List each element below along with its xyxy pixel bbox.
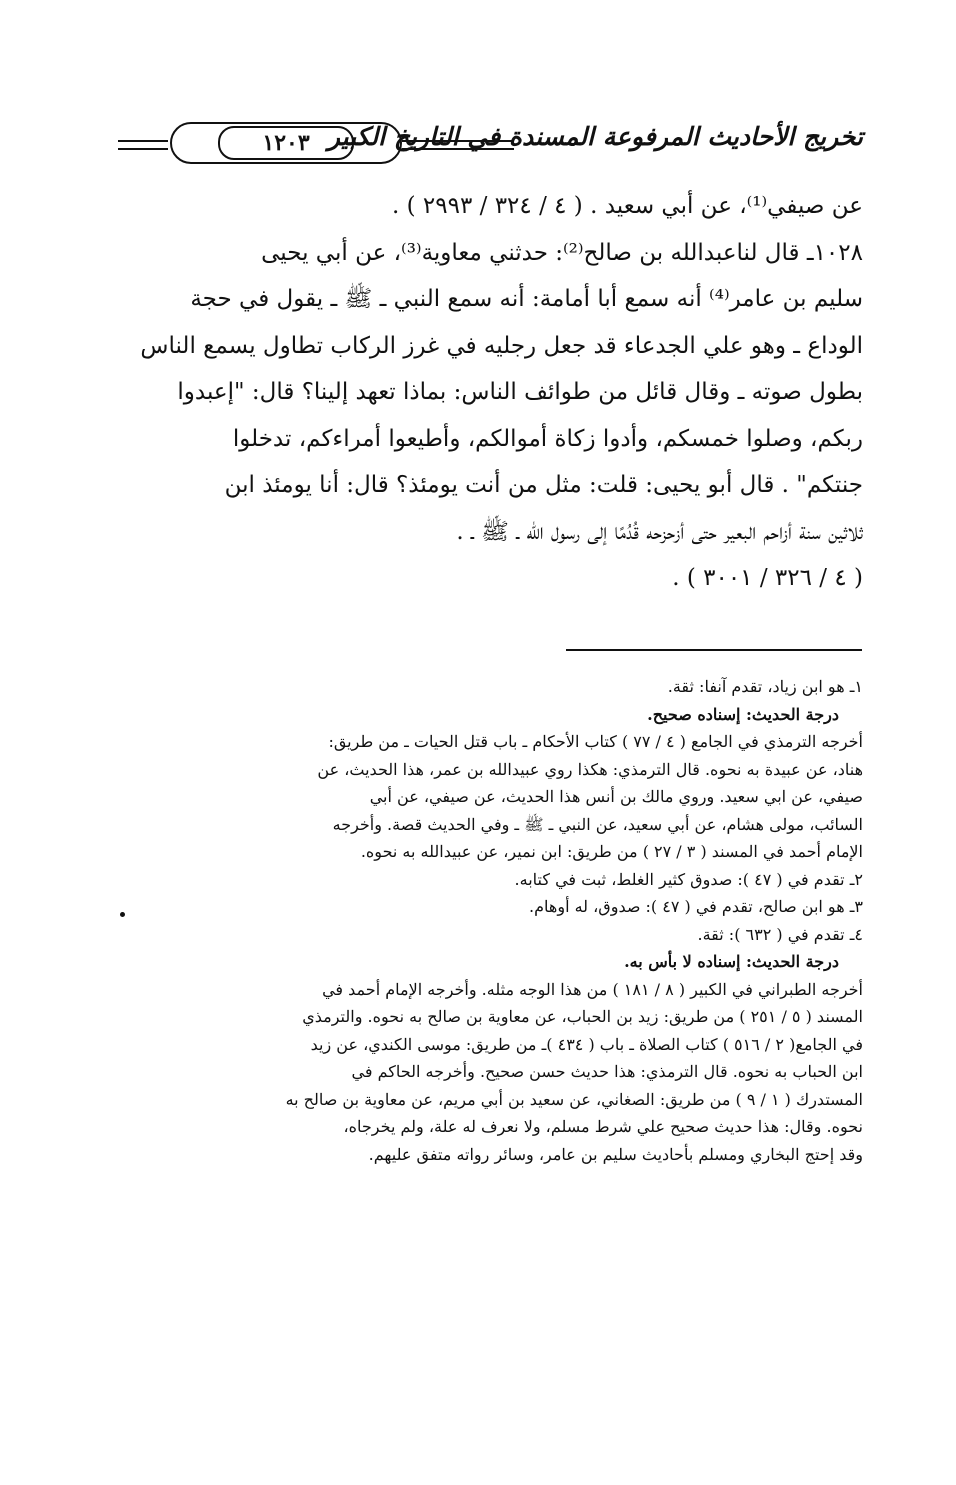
takhrij-line: المستدرك ( ١ / ٩ ) من طريق: الصغاني، عن سعيد بن أبي مريم، عن معاوية بن صالح به (285, 1089, 863, 1109)
stray-dot (120, 912, 125, 917)
takhrij-line: صيفي، عن ابي سعيد. وروي مالك بن أنس هذا الحديث، عن صيفي، عن أبي (369, 787, 863, 806)
takhrij-line: هناد، عن عبيدة به نحوه. قال الترمذي: هكذا روي عبيدالله بن عمر، هذا الحديث، عن (317, 759, 863, 779)
page-number-badge (170, 122, 402, 164)
page-number: ١٢٠٣ (218, 126, 354, 160)
footnote-4: ٤ـ تقدم في ( ٦٣٢ ): ثقة. (697, 924, 863, 944)
main-line: الوداع ـ وهو علي الجدعاء قد جعل رجليه في غرز الركاب تطاول يسمع الناس (140, 332, 863, 359)
takhrij-line: وقد إحتج البخاري ومسلم بأحاديث سليم بن عامر، وسائر رواته متفق عليهم. (368, 1144, 863, 1164)
header-rule-right (402, 140, 514, 150)
main-line: عن صيفي⁽¹⁾، عن أبي سعيد . ( ٤ / ٣٢٤ / ٢٩٩٣ ) . (392, 193, 863, 219)
header-rule-left (118, 140, 168, 150)
takhrij-line: أخرجه الطبراني في الكبير ( ٨ / ١٨١ ) من هذا الوجه مثله. وأخرجه الإمام أحمد في (322, 979, 863, 999)
footnote-3: ٣ـ هو ابن صالح، تقدم في ( ٤٧ ): صدوق، له أوهام. (529, 897, 863, 916)
main-line: جنتكم" . قال أبو يحيى: قلت: مثل من أنت يومئذ؟ قال: أنا يومئذ ابن (224, 472, 863, 498)
footnotes (118, 673, 863, 1168)
page-header (118, 116, 863, 172)
takhrij-line: السائب، مولى هشام، عن أبي سعيد، عن النبي ـ ﷺ ـ وفي الحديث قصة. وأخرجه (332, 814, 863, 834)
hadith-grade: درجة الحديث: إسناده صحيح. (647, 704, 839, 724)
hadith-text (118, 183, 863, 602)
running-title: تخريج الأحاديث المرفوعة المسندة في التاريخ الكبير (327, 122, 863, 151)
main-line: ربكم، وصلوا خمسكم، وأدوا زكاة أموالكم، وأطيعوا أمراءكم، تدخلوا (232, 425, 863, 452)
main-line: سليم بن عامر⁽⁴⁾ أنه سمع أبا أمامة: أنه سمع النبي ـ ﷺ ـ يقول في حجة (190, 286, 863, 312)
takhrij-line: أخرجه الترمذي في الجامع ( ٤ / ٧٧ ) كتاب الأحكام ـ باب قتل الحيات ـ من طريق: (328, 732, 863, 751)
takhrij-line: المسند ( ٥ / ٢٥١ ) من طريق: زيد بن الحباب، عن معاوية بن صالح به نحوه. والترمذي (302, 1007, 863, 1026)
takhrij-line: ابن الحباب به نحوه. قال الترمذي: هذا حديث حسن صحيح. وأخرجه الحاكم في (351, 1062, 863, 1081)
main-line: ثلاثين سنة أزاحم البعير حتى أزحزحه قُدُمًا إلى رسول الله ـ ﷺ ـ . (456, 518, 863, 545)
takhrij-line: الإمام أحمد في المسند ( ٣ / ٢٧ ) من طريق: ابن نمير، عن عبيدالله به نحوه. (360, 842, 863, 861)
hadith-grade: درجة الحديث: إسناده لا بأس به. (624, 952, 839, 971)
takhrij-line: نحوه. وقال: هذا حديث صحيح علي شرط مسلم، ولا نعرف له علة، ولم يخرجاه، (343, 1117, 863, 1136)
footnote-divider (566, 649, 862, 651)
footnote-2: ٢ـ تقدم في ( ٤٧ ): صدوق كثير الغلط، ثبت في كتابه. (514, 869, 863, 889)
takhrij-line: في الجامع( ٢ / ٥١٦ ) كتاب الصلاة ـ باب ( ٤٣٤ )ـ من طريق: موسى الكندي، عن زيد (310, 1034, 863, 1054)
main-line: ( ٤ / ٣٢٦ / ٣٠٠١ ) . (672, 565, 863, 591)
main-line: ١٠٢٨ـ قال لناعبدالله بن صالح⁽²⁾: حدثني معاوية⁽³⁾، عن أبي يحيى (261, 239, 863, 266)
footnote-1: ١ـ هو ابن زياد، تقدم آنفا: ثقة. (667, 677, 863, 696)
main-line: بطول صوته ـ وقال قائل من طوائف الناس: بماذا تعهد إلينا؟ قال: "إعبدوا (177, 379, 863, 405)
